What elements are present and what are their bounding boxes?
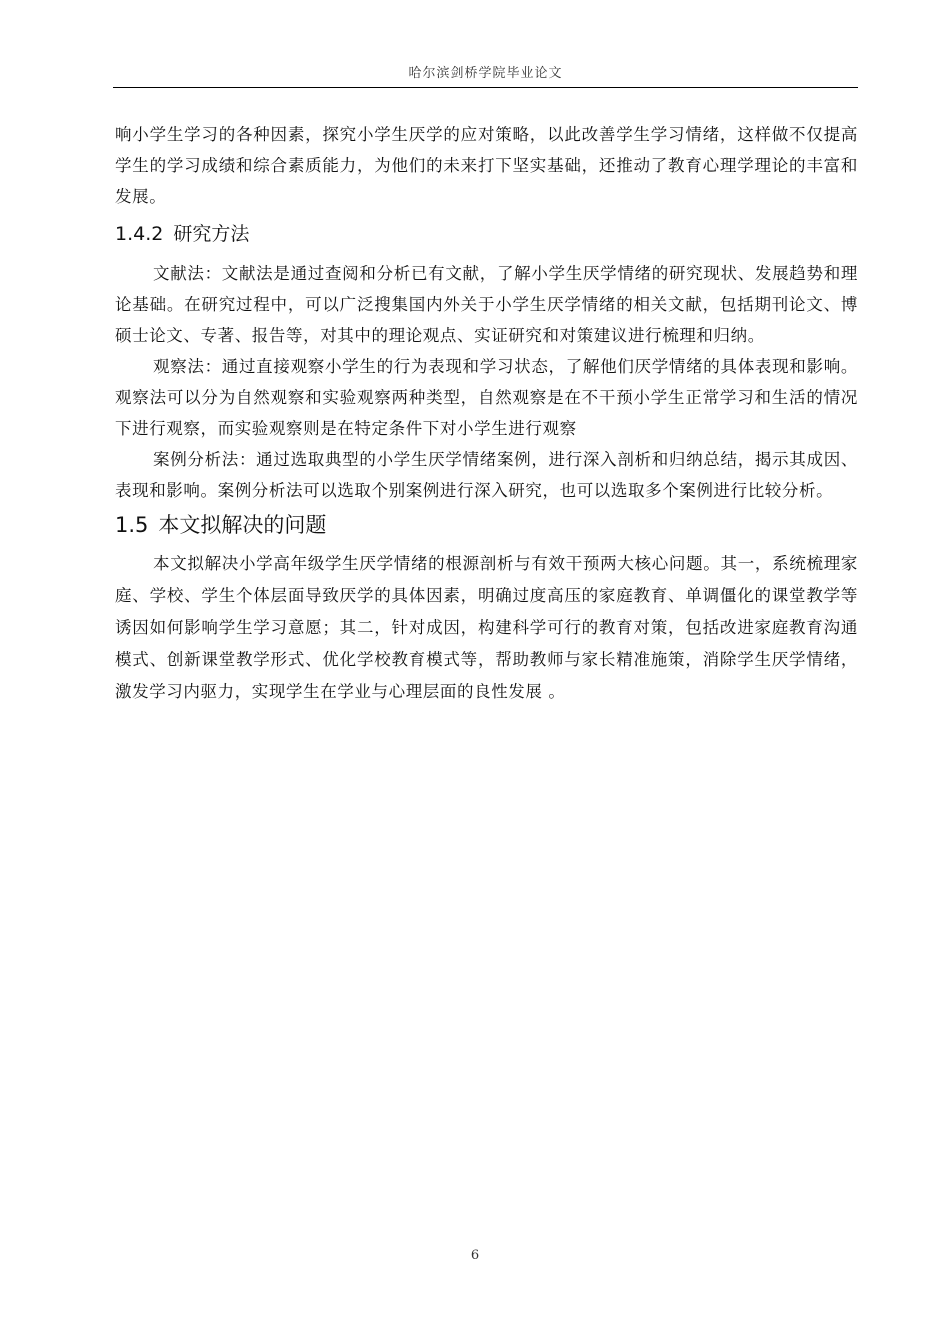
section-number: 1.5 bbox=[115, 513, 149, 537]
page-number: 6 bbox=[470, 1248, 480, 1263]
section-heading-1-5 bbox=[115, 510, 858, 540]
case-analysis-method-paragraph: 案例分析法：通过选取典型的小学生厌学情绪案例，进行深入剖析和归纳总结，揭示其成因、表现和影响。案例分析法可以选取个别案例进行深入研究，也可以选取多个案例进行比较分析。 bbox=[115, 450, 858, 500]
header-divider bbox=[113, 87, 858, 88]
literature-method-paragraph: 文献法：文献法是通过查阅和分析已有文献，了解小学生厌学情绪的研究现状、发展趋势和理论基础。在研究过程中，可以广泛搜集国内外关于小学生厌学情绪的相关文献，包括期刊论文、博硕士论文、专著、报告等，对其中的理论观点、实证研究和对策建议进行梳理和归纳。 bbox=[115, 264, 858, 345]
running-header: 哈尔滨剑桥学院毕业论文 bbox=[408, 66, 563, 81]
problems-paragraph: 本文拟解决小学高年级学生厌学情绪的根源剖析与有效干预两大核心问题。其一，系统梳理家庭、学校、学生个体层面导致厌学的具体因素，明确过度高压的家庭教育、单调僵化的课堂教学等诱因如何影响学生学习意愿；其二，针对成因，构建科学可行的教育对策，包括改进家庭教育沟通模式、创新课堂教学形式、优化学校教育模式等，帮助教师与家长精准施策，消除学生厌学情绪，激发学习内驱力，实现学生在学业与心理层面的良性发展 。 bbox=[115, 554, 858, 701]
page-content bbox=[115, 119, 858, 708]
section-number: 1.4.2 bbox=[115, 223, 164, 245]
observation-method-paragraph: 观察法：通过直接观察小学生的行为表现和学习状态，了解他们厌学情绪的具体表现和影响。观察法可以分为自然观察和实验观察两种类型，自然观察是在不干预小学生正常学习和生活的情况下进行观察，而实验观察则是在特定条件下对小学生进行观察 bbox=[115, 357, 858, 438]
section-title: 本文拟解决的问题 bbox=[158, 513, 327, 537]
section-heading-1-4-2 bbox=[115, 220, 858, 248]
section-title: 研究方法 bbox=[173, 223, 250, 245]
intro-continuation-paragraph: 响小学生学习的各种因素，探究小学生厌学的应对策略，以此改善学生学习情绪，这样做不仅提高学生的学习成绩和综合素质能力，为他们的未来打下坚实基础，还推动了教育心理学理论的丰富和发展。 bbox=[115, 125, 858, 206]
